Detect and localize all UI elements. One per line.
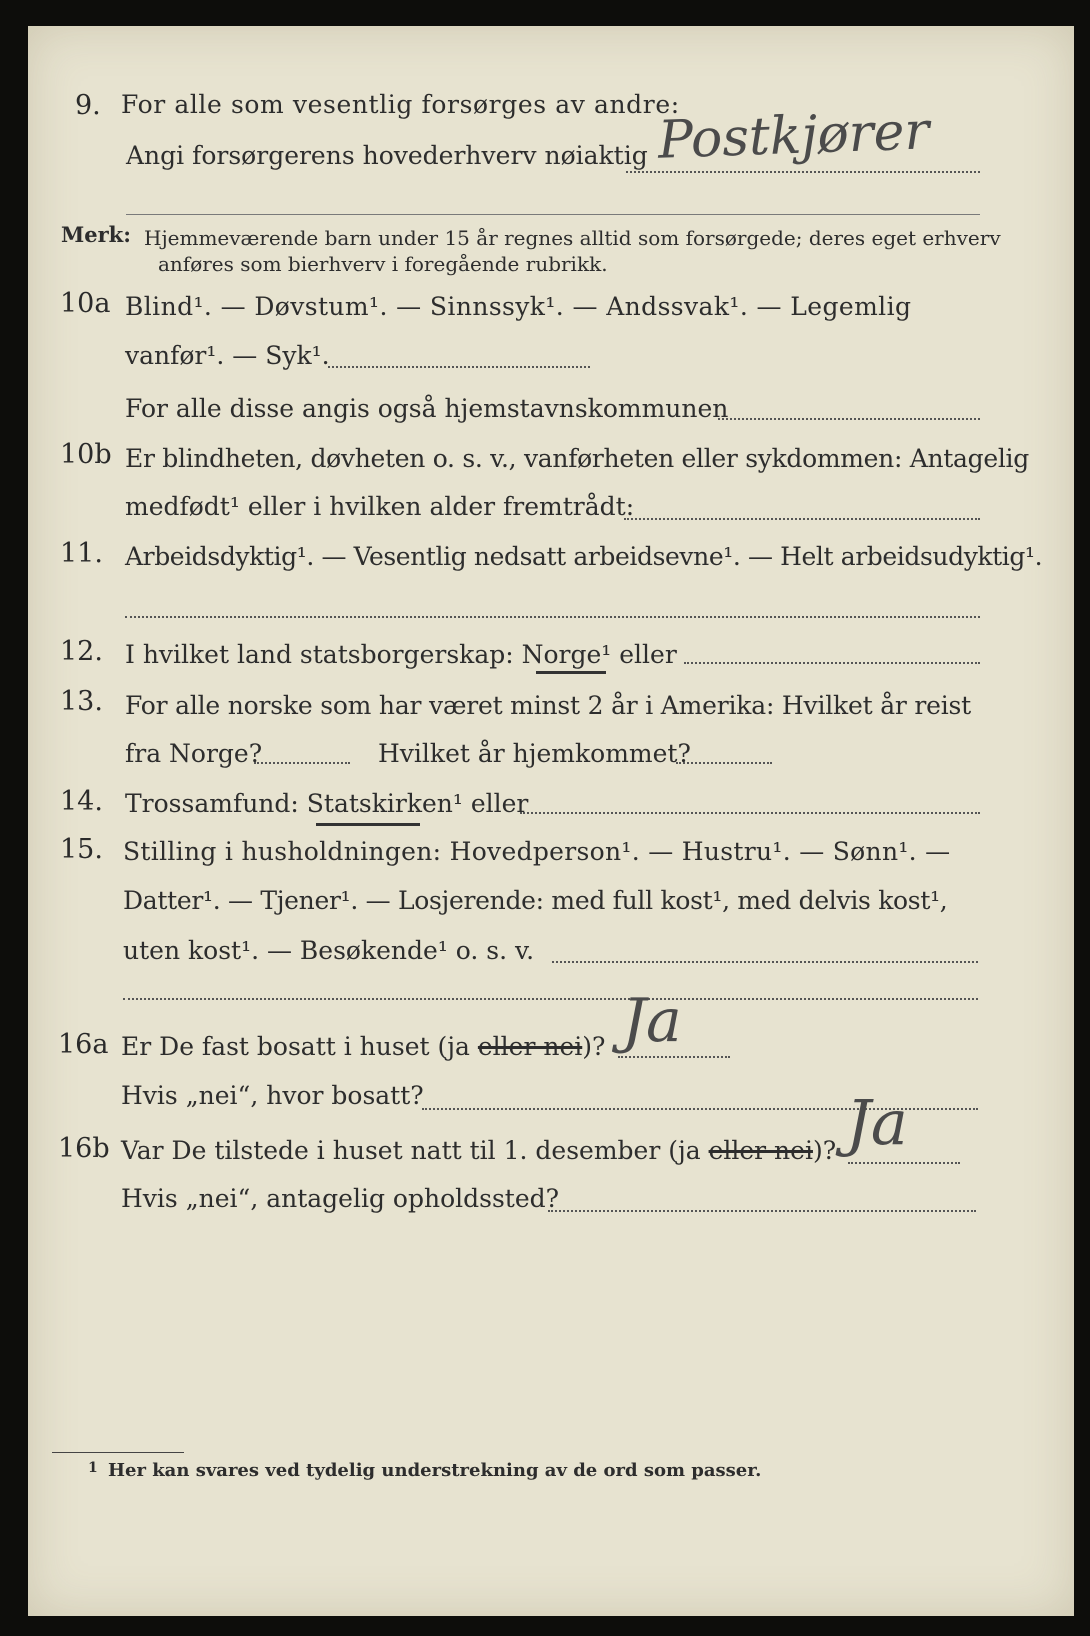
q13-text-line2b: Hvilket år hjemkommet? xyxy=(378,739,691,768)
q16b-text-line1 xyxy=(121,1136,836,1165)
q10b-text-line2: medfødt¹ eller i hvilken alder fremtrådt: xyxy=(125,492,635,521)
q15-number: 15. xyxy=(60,834,103,865)
q11-text-line1: Arbeidsdyktig¹. — Vesentlig nedsatt arbeidsevne¹. — Helt arbeidsudyktig¹. xyxy=(125,542,1043,571)
q14-number: 14. xyxy=(60,786,103,817)
q12-text-line1: I hvilket land statsborgerskap: Norge¹ eller xyxy=(125,640,677,669)
q10a-number: 10a xyxy=(60,288,111,319)
q14-statskirken-underline xyxy=(316,823,420,826)
merk-label: Merk: xyxy=(61,222,131,247)
q9-answer-line xyxy=(626,171,980,173)
q16a-text-pre: Er De fast bosatt i huset (ja xyxy=(121,1032,478,1061)
q12-norge-underline xyxy=(536,671,606,674)
q16b-struck-text: eller nei xyxy=(708,1136,813,1165)
q16a-handwritten-answer: Ja xyxy=(622,986,682,1056)
q13-text-line1: For alle norske som har været minst 2 år i Amerika: Hvilket år reist xyxy=(125,691,972,720)
q10b-number: 10b xyxy=(60,439,112,470)
q15-text-line3: uten kost¹. — Besøkende¹ o. s. v. xyxy=(123,936,535,965)
q16b-oppholdssted-line xyxy=(548,1210,976,1212)
merk-text-line2: anføres som bierhverv i foregående rubrikk. xyxy=(158,252,608,276)
q10a-text-line1: Blind¹. — Døvstum¹. — Sinnssyk¹. — Andssvak¹. — Legemlig xyxy=(125,292,912,321)
q15-text-line1: Stilling i husholdningen: Hovedperson¹. — Hustru¹. — Sønn¹. — xyxy=(123,837,951,866)
q10a-text-line3: For alle disse angis også hjemstavnskommunen xyxy=(125,394,729,423)
q16b-handwritten-answer: Ja xyxy=(846,1086,908,1159)
q16b-text-post: )? xyxy=(812,1136,837,1165)
q16b-text-line2: Hvis „nei“, antagelig opholdssted? xyxy=(121,1184,560,1213)
q13-hjemkommet-line xyxy=(676,762,772,764)
q11-number: 11. xyxy=(60,538,103,569)
q10a-hjemstavn-line xyxy=(718,418,980,420)
q16a-text-line2: Hvis „nei“, hvor bosatt? xyxy=(121,1081,424,1110)
q16b-number: 16b xyxy=(58,1133,110,1164)
q16a-text-line1 xyxy=(121,1032,605,1061)
q13-reist-line xyxy=(254,762,350,764)
q9-separator xyxy=(126,214,980,215)
q16a-number: 16a xyxy=(58,1029,109,1060)
q14-answer-line xyxy=(520,812,980,814)
footnote-mark: 1 xyxy=(88,1460,98,1476)
q15-answer-line xyxy=(552,961,978,963)
q15-text-line2: Datter¹. — Tjener¹. — Losjerende: med full kost¹, med delvis kost¹, xyxy=(123,886,948,915)
q13-text-line2a: fra Norge? xyxy=(125,739,263,768)
q9-handwritten-answer: Postkjører xyxy=(657,101,931,171)
q10b-text-line1: Er blindheten, døvheten o. s. v., vanførheten eller sykdommen: Antagelig xyxy=(125,444,1029,473)
q9-number: 9. xyxy=(75,90,101,121)
footnote-text: Her kan svares ved tydelig understrekning av de ord som passer. xyxy=(108,1460,762,1481)
q12-number: 12. xyxy=(60,636,103,667)
q9-text-line1: For alle som vesentlig forsørges av andre: xyxy=(121,90,680,119)
q16b-answer-line xyxy=(848,1162,960,1164)
q16a-struck-text: eller nei xyxy=(477,1032,583,1061)
q16a-text-post: )? xyxy=(582,1032,606,1061)
q15-extra-line xyxy=(123,998,978,1000)
q12-answer-line xyxy=(684,662,980,664)
footnote-rule xyxy=(52,1452,184,1453)
q11-answer-line xyxy=(125,616,980,618)
q10a-text-line2: vanfør¹. — Syk¹. xyxy=(125,341,330,370)
q16a-answer-line xyxy=(618,1056,730,1058)
census-form-page xyxy=(28,26,1074,1616)
q13-number: 13. xyxy=(60,686,103,717)
merk-text-line1: Hjemmeværende barn under 15 år regnes alltid som forsørgede; deres eget erhverv xyxy=(144,226,1001,250)
q10a-answer-line xyxy=(328,366,590,368)
q14-text-line1: Trossamfund: Statskirken¹ eller xyxy=(125,789,529,818)
q9-text-line2: Angi forsørgerens hovederhverv nøiaktig xyxy=(126,141,648,170)
q16b-text-pre: Var De tilstede i huset natt til 1. desember (ja xyxy=(121,1136,709,1165)
q10b-answer-line xyxy=(624,518,980,520)
